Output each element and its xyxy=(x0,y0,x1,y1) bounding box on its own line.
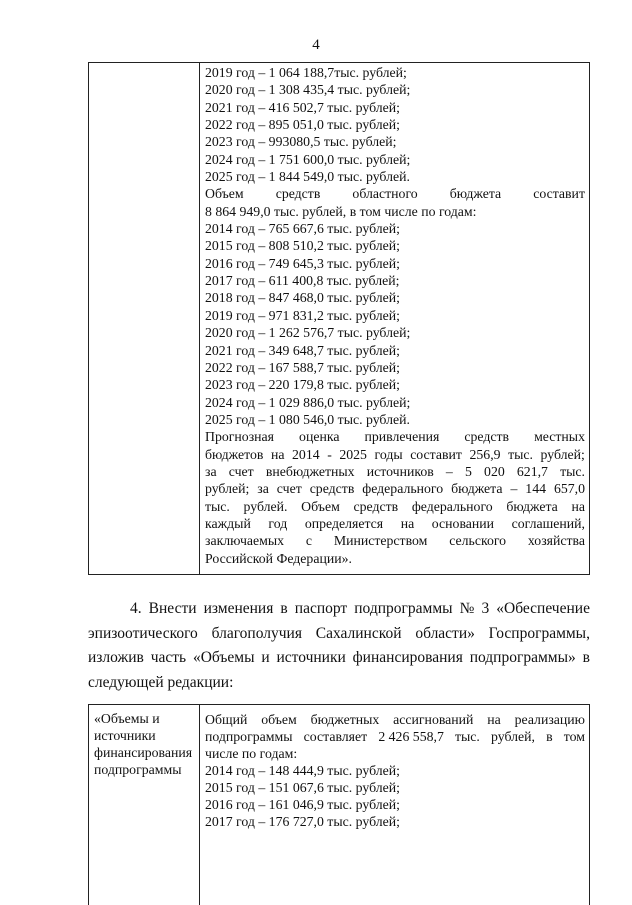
justified-line: 4. Внести изменения в паспорт подпрограммы № 3 «Обеспечение xyxy=(130,600,590,617)
column-divider xyxy=(199,705,200,905)
label-line: источники xyxy=(94,728,156,743)
amendment-paragraph xyxy=(88,597,590,695)
year-line: 2022 год – 895 051,0 тыс. рублей; xyxy=(205,117,400,133)
funding-details-cell xyxy=(205,64,585,567)
year-line: 2025 год – 1 080 546,0 тыс. рублей. xyxy=(205,411,410,427)
year-list-intro: числе по годам: xyxy=(205,746,298,761)
funding-table-new xyxy=(88,704,590,905)
regional-by-year-list xyxy=(205,220,585,428)
justified-line: Прогнозная оценка привлечения средств местных xyxy=(205,429,585,445)
justified-line: Общий объем бюджетных ассигнований на реализацию xyxy=(205,712,585,727)
year-line: 2020 год – 1 262 576,7 тыс. рублей; xyxy=(205,325,411,341)
justified-line: изложив часть «Объемы и источники финансирования подпрограммы» в xyxy=(88,649,590,666)
label-line: «Объемы и xyxy=(94,711,160,726)
year-line: 2021 год – 349 648,7 тыс. рублей; xyxy=(205,342,400,358)
justified-line: подпрограммы составляет 2 426 558,7 тыс. рублей, в том xyxy=(205,729,585,744)
forecast-paragraph xyxy=(205,428,585,567)
year-line: 2023 год – 220 179,8 тыс. рублей; xyxy=(205,377,400,393)
funding-label-cell xyxy=(94,710,198,778)
year-line: 2022 год – 167 588,7 тыс. рублей; xyxy=(205,359,400,375)
label-line: подпрограммы xyxy=(94,762,182,777)
year-line: 2023 год – 993080,5 тыс. рублей; xyxy=(205,134,397,150)
justified-line: рублей; за счет средств федерального бюджета – 144 657,0 xyxy=(205,481,585,497)
regional-budget-total: 8 864 949,0 тыс. рублей, в том числе по годам: xyxy=(205,203,477,219)
justified-line: тыс. рублей. Объем средств федерального бюджета на xyxy=(205,498,585,514)
regional-budget-heading: Объем средств областного бюджета составит xyxy=(205,186,585,202)
year-line: 2020 год – 1 308 435,4 тыс. рублей; xyxy=(205,82,411,98)
paragraph-last-line: следующей редакции: xyxy=(88,673,234,691)
funding-table-continuation xyxy=(88,62,590,575)
year-line: 2015 год – 151 067,6 тыс. рублей; xyxy=(205,780,400,795)
year-line: 2016 год – 161 046,9 тыс. рублей; xyxy=(205,797,400,812)
justified-line: заключаемых с Министерством сельского хозяйства xyxy=(205,533,585,549)
year-line: 2017 год – 611 400,8 тыс. рублей; xyxy=(205,273,400,289)
year-line: 2024 год – 1 029 886,0 тыс. рублей; xyxy=(205,394,411,410)
justified-line: каждый год определяется на основании соглашений, xyxy=(205,515,585,531)
justified-line: бюджетов на 2014 - 2025 годы составит 256,9 тыс. рублей; xyxy=(205,446,585,462)
year-line: 2014 год – 148 444,9 тыс. рублей; xyxy=(205,763,400,778)
forecast-last-line: Российской Федерации». xyxy=(205,550,352,566)
funding-details-cell xyxy=(205,711,585,830)
total-by-year-list xyxy=(205,64,585,185)
year-line: 2017 год – 176 727,0 тыс. рублей; xyxy=(205,814,400,829)
year-line: 2019 год – 1 064 188,7тыс. рублей; xyxy=(205,65,407,80)
year-line: 2015 год – 808 510,2 тыс. рублей; xyxy=(205,238,400,254)
justified-line: эпизоотического благополучия Сахалинской области» Госпрограммы, xyxy=(88,624,590,642)
year-line: 2014 год – 765 667,6 тыс. рублей; xyxy=(205,221,400,237)
year-line: 2021 год – 416 502,7 тыс. рублей; xyxy=(205,99,400,115)
year-line: 2016 год – 749 645,3 тыс. рублей; xyxy=(205,255,400,271)
year-line: 2018 год – 847 468,0 тыс. рублей; xyxy=(205,290,400,306)
column-divider xyxy=(199,63,200,574)
justified-line: за счет внебюджетных источников – 5 020 621,7 тыс. xyxy=(205,463,585,479)
label-line: финансирования xyxy=(94,745,193,760)
year-line: 2024 год – 1 751 600,0 тыс. рублей; xyxy=(205,151,411,167)
page-number: 4 xyxy=(312,37,320,53)
year-line: 2025 год – 1 844 549,0 тыс. рублей. xyxy=(205,169,410,185)
year-line: 2019 год – 971 831,2 тыс. рублей; xyxy=(205,307,400,323)
